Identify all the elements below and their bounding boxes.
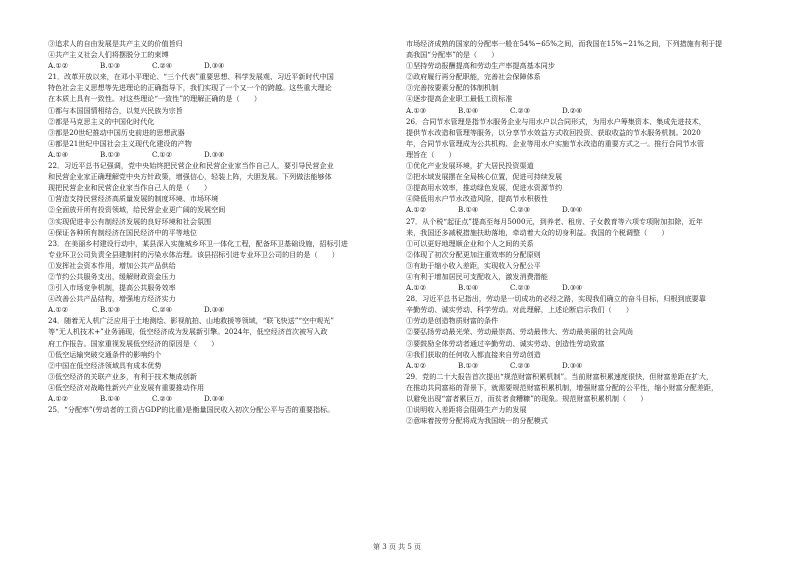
- answer-option: A.①②: [48, 61, 69, 71]
- answer-option: B.①③: [100, 305, 121, 315]
- answer-option: D.③④: [204, 61, 225, 71]
- text-line: 和民营企业家正确理解党中央方针政策，增强信心，轻装上阵，大胆发展。下列做法能够体: [48, 172, 332, 182]
- text-line: ③低空经济的关联产业多，有利于技术集成创新: [48, 371, 197, 381]
- answer-option: D.③④: [562, 283, 583, 293]
- answer-options: [48, 393, 395, 404]
- text-line: 23．在美丽乡村建设行动中，某县深入实施城乡环卫一体化工程，配备环卫基础设施，招标引进: [48, 238, 348, 248]
- answer-options: [48, 149, 395, 160]
- answer-option: A.①②: [406, 205, 427, 215]
- text-line: 在本质上具有一致性。对这些理论“一致性”的理解正确的是（ ）: [48, 94, 261, 104]
- text-line: ①都与本国国情相结合，以复兴民族为宗旨: [48, 105, 183, 115]
- answer-option: C.②③: [510, 105, 531, 115]
- answer-option: C.②③: [510, 360, 531, 370]
- text-line: ③要鼓励全体劳动者通过辛勤劳动、诚实劳动、创造性劳动致富: [406, 338, 605, 348]
- text-line: 25．“分配率”(劳动者的工资占GDP的比重)是衡量国民收入初次分配公平与否的重要指标。: [48, 405, 335, 415]
- answer-option: B.①④: [458, 283, 479, 293]
- text-line: 理旨在（ ）: [406, 149, 456, 159]
- text-line: 21．改革开放以来，在邓小平理论、“三个代表”重要思想、科学发展观、习近平新时代中国: [48, 72, 334, 82]
- text-line: ④我们获取的任何收入都直接来自劳动创造: [406, 349, 541, 359]
- text-line: 在推动共同富裕的背景下，就需要规范财富积累机制，增强财富分配的公平性，缩小财富分配差距，: [406, 382, 719, 392]
- answer-option: B.①③: [100, 149, 121, 159]
- page-footer: 第 3 页 共 5 页: [372, 543, 422, 551]
- text-line: ②全面放开所有投资领域，给民营企业更广阔的发展空间: [48, 205, 226, 215]
- text-line: ②都是马克思主义的中国化时代化: [48, 116, 155, 126]
- text-line: ①说明收入差距将会阻碍生产力的发展: [406, 405, 527, 415]
- answer-option: C.①②: [152, 149, 173, 159]
- text-line: ②政府履行再分配职能，完善社会保障体系: [406, 72, 541, 82]
- answer-option: D.②④: [562, 105, 583, 115]
- answer-option: C.②④: [152, 305, 173, 315]
- right-column: [406, 38, 753, 426]
- text-line: 高我国“分配率”的是（ ）: [406, 50, 499, 60]
- text-line: 24．随着无人机广泛应用于土地测绘、影视航拍、山地救援等领域，“联飞快送”“空中观光”: [48, 316, 334, 326]
- answer-option: C.②③: [510, 205, 531, 215]
- answer-option: A.①④: [48, 149, 69, 159]
- answer-options: [406, 360, 753, 371]
- text-line: 年，合同节水管理成为公共机构、企业等用水户实施节水改造的重要方式之一。推行合同节水管: [406, 138, 704, 148]
- text-line: ②中国在低空经济领域具有成本优势: [48, 360, 162, 370]
- text-line: 27．从个税“起征点”提高至每月5000元，到养老、租房、子女教育等六项专项附加扣除，近年: [406, 216, 703, 226]
- text-line: ②把水域发展摆在全局核心位置，促进可持续发展: [406, 172, 563, 182]
- answer-option: D.③④: [204, 305, 225, 315]
- answer-option: A.①③: [406, 105, 427, 115]
- answer-options: [48, 304, 395, 315]
- text-line: ①营造支持民营经济高质量发展的制度环境、市场环境: [48, 194, 219, 204]
- text-line: 辛勤劳动、诚实劳动、科学劳动。对此理解，上述论断启示我们（ ）: [406, 305, 633, 315]
- answer-option: A.①②: [48, 394, 69, 403]
- text-line: 26．合同节水管理是指节水服务企业与用水户以合同形式，为用水户筹集资本、集成先进技术，: [406, 116, 706, 126]
- answer-options: [48, 60, 395, 71]
- text-line: ④有利于增加居民可支配收入，激发消费潜能: [406, 271, 548, 281]
- text-line: ④共产主义社会人们将摆脱分工的束缚: [48, 50, 169, 60]
- text-line: 28．习近平总书记指出，劳动是一切成功的必经之路，实现我们确立的奋斗目标，归根到底要靠: [406, 294, 706, 304]
- text-line: ④降低用水户节水改造风险，提高节水积极性: [406, 194, 548, 204]
- text-line: ①低空运输突破交通条件的影响约个: [48, 349, 162, 359]
- text-line: ④改善公共产品结构，增强地方经济实力: [48, 294, 176, 304]
- answer-option: B.①③: [458, 360, 479, 370]
- text-line: ②体现了初次分配更加注重效率的分配原则: [406, 249, 541, 259]
- left-column: [48, 38, 395, 415]
- text-line: ④逐步提高企业职工最低工资标准: [406, 94, 513, 104]
- text-line: 22．习近平总书记强调，党中央始终把民营企业和民营企业家当作自己人，要引导民营企业: [48, 161, 334, 171]
- text-line: 提供节水改造和管理等服务，以分享节水效益方式收回投资、获取收益的节水服务机制。2020: [406, 127, 701, 137]
- text-line: 等“无人机技术+”业务涌现，低空经济成为发展新引擎。2024年，低空经济首次被写入政: [48, 327, 328, 337]
- text-line: ③实现促进非公有制经济发展的良好环境和社会氛围: [48, 216, 212, 226]
- text-line: ①优化产业发展环境，扩大居民投资渠道: [406, 161, 534, 171]
- text-line: ②节约公共服务支出，缓解财政资金压力: [48, 271, 176, 281]
- answer-option: B.①④: [458, 105, 479, 115]
- answer-option: A.①②: [406, 283, 427, 293]
- answer-option: D.③④: [562, 205, 583, 215]
- text-line: ③有助于缩小收入差距，实现收入分配公平: [406, 260, 541, 270]
- text-line: ③都是20世纪推动中国历史前进的思想武器: [48, 127, 185, 137]
- text-line: 以避免出现“富者累巨万，而贫者食糟糠”的现象。规范财富积累机制（ ）: [406, 394, 648, 403]
- text-line: ④保证各种所有制经济在国民经济中的平等地位: [48, 227, 197, 237]
- text-line: 专业环卫公司负责全县建制村的污染水体治理。该县招标引进专业环卫公司的目的是（ ）: [48, 249, 339, 259]
- text-line: ④都是21世纪中国社会主义现代化建设的产物: [48, 138, 192, 148]
- answer-option: C.②④: [152, 61, 173, 71]
- answer-option: D.③④: [204, 394, 225, 403]
- text-line: 府工作报告。国家重视发展低空经济的原因是（ ）: [48, 338, 219, 348]
- answer-option: C.②③: [152, 394, 173, 403]
- answer-option: B.①④: [458, 205, 479, 215]
- text-line: 来，我国还多减税措施扶助落地，牵动着大众的切身利益。我国的个税调整（ ）: [406, 227, 669, 237]
- text-line: ①发挥社会资本作用，增加公共产品供给: [48, 260, 176, 270]
- answer-options: [406, 105, 753, 116]
- text-line: 特色社会主义思想等先进理论的正确指导下，我们实现了一个又一个的跨越。这些重大理论: [48, 83, 332, 93]
- text-line: 现把民营企业和民营企业家当作自己人的是（ ）: [48, 183, 212, 193]
- answer-option: A.①②: [48, 305, 69, 315]
- answer-options: [406, 282, 753, 293]
- text-line: ①劳动是创造物质财富的条件: [406, 316, 499, 326]
- text-line: ②要弘扬劳动最光荣、劳动最崇高、劳动最伟大、劳动最美丽的社会风尚: [406, 327, 633, 337]
- answer-option: D.③④: [562, 360, 583, 370]
- text-line: ③提高用水效率，推动绿色发展，促进水资源节约: [406, 183, 563, 193]
- answer-option: B.①④: [100, 394, 121, 403]
- text-line: ④低空经济对战略性新兴产业发展有重要推动作用: [48, 382, 205, 392]
- answer-option: B.①③: [100, 61, 121, 71]
- text-line: ①可以更好地理顺企业和个人之间的关系: [406, 238, 534, 248]
- text-line: 市场经济成熟的国家的分配率一般在54%~65%之间，而我国在15%~21%之间，下列措施有利于提: [406, 39, 723, 48]
- answer-option: C.②③: [510, 283, 531, 293]
- text-line: ②意味着按劳分配将成为我国统一的分配模式: [406, 416, 548, 426]
- text-line: ①坚持劳动报酬提高和劳动生产率提高基本同步: [406, 61, 555, 71]
- text-line: ③完善按要素分配的体制机制: [406, 83, 499, 93]
- answer-option: D.③④: [204, 149, 225, 159]
- text-line: ③追求人的自由发展是共产主义的价值旨归: [48, 39, 183, 48]
- text-line: ③引入市场竞争机制，提高公共服务效率: [48, 283, 176, 293]
- text-line: 29．党的二十大报告首次提出“规范财富积累机制”。当前财富积累速度很快，但财富差距在扩大，: [406, 371, 714, 381]
- answer-option: A.①②: [406, 360, 427, 370]
- answer-options: [406, 204, 753, 215]
